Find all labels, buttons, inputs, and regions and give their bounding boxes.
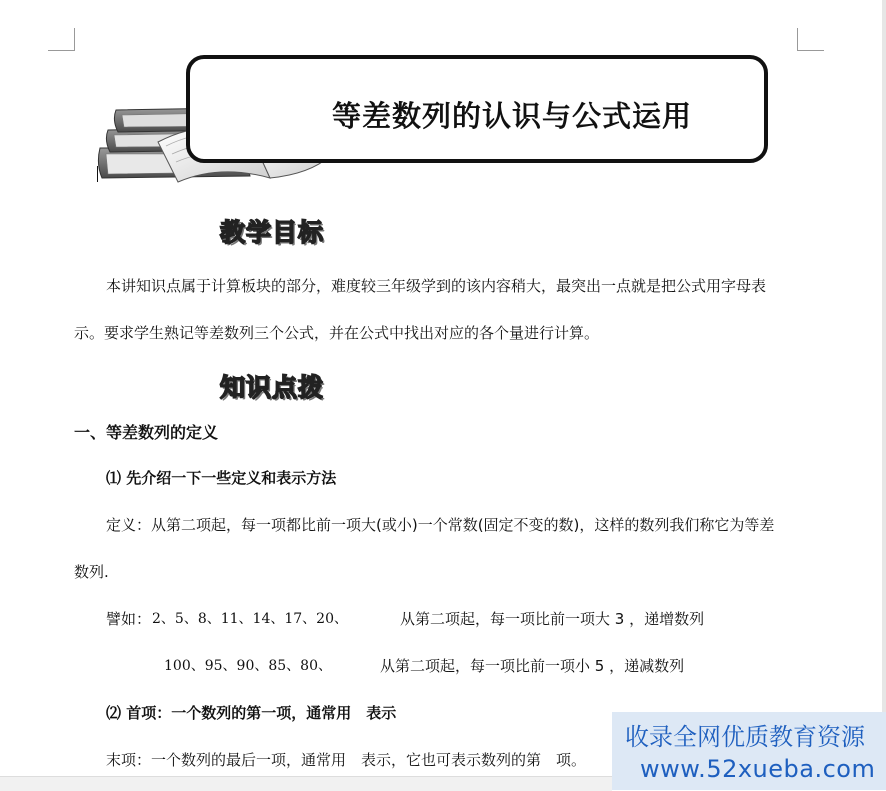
example-increasing-description: 从第二项起，每一项比前一项大 3 ，递增数列 [400, 610, 705, 628]
page-corner-mark-top-left [48, 28, 75, 51]
last-term-line: 末项：一个数列的最后一项，通常用 表示，它也可表示数列的第 项。 [106, 751, 587, 769]
definition-line-1: 定义：从第二项起，每一项都比前一项大(或小)一个常数(固定不变的数)，这样的数列我们称它为等差 [106, 516, 775, 534]
section-heading-knowledge: 知识点拨 [220, 373, 325, 402]
goals-paragraph-line-2: 示。要求学生熟记等差数列三个公式，并在公式中找出对应的各个量进行计算。 [74, 324, 600, 342]
status-bar [0, 776, 612, 791]
section-heading-goals: 教学目标 [220, 218, 325, 247]
example-decreasing-description: 从第二项起，每一项比前一项小 5 ，递减数列 [380, 657, 685, 675]
document-title: 等差数列的认识与公式运用 [332, 99, 693, 133]
example-label: 譬如： [106, 610, 152, 628]
definition-line-2: 数列. [74, 563, 109, 581]
text-cursor [97, 166, 98, 182]
heading-definition: 一、等差数列的定义 [74, 423, 219, 442]
example-increasing-sequence: 2、5、8、11、14、17、20、 [152, 611, 348, 627]
goals-paragraph-line-1: 本讲知识点属于计算板块的部分，难度较三年级学到的该内容稍大，最突出一点就是把公式用字母表 [106, 277, 767, 295]
vertical-scrollbar[interactable] [882, 0, 886, 790]
subheading-definitions-notation: ⑴ 先介绍一下一些定义和表示方法 [106, 469, 337, 487]
page-corner-mark-top-right [797, 28, 824, 51]
watermark-url: www.52xueba.com [640, 755, 876, 783]
watermark-slogan: 收录全网优质教育资源 [625, 723, 865, 751]
subheading-first-term: ⑵ 首项：一个数列的第一项，通常用 表示 [106, 704, 397, 722]
example-decreasing-sequence: 100、95、90、85、80、 [164, 658, 332, 674]
